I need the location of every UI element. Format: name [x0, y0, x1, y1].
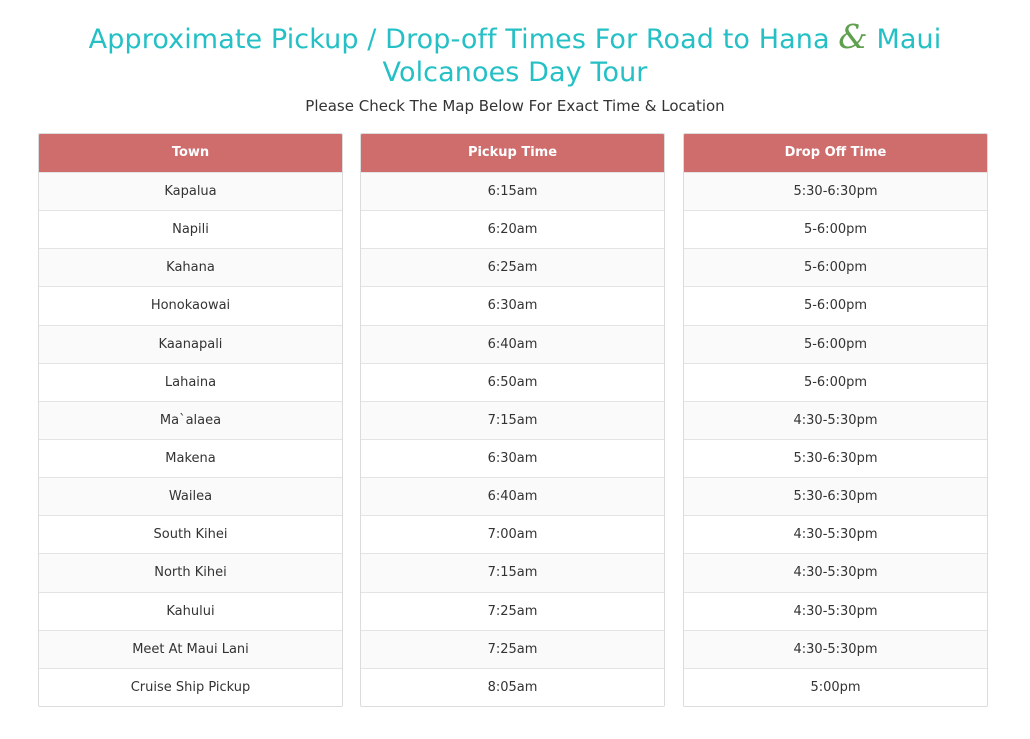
pickup-cell: 6:15am — [361, 172, 664, 210]
dropoff-cell: 5:00pm — [684, 668, 987, 706]
pickup-time-column-header: Pickup Time — [361, 134, 664, 172]
drop-off-time-cells — [684, 172, 987, 706]
dropoff-cell: 4:30-5:30pm — [684, 401, 987, 439]
town-cell: Kahana — [39, 248, 342, 286]
dropoff-cell: 4:30-5:30pm — [684, 515, 987, 553]
pickup-cell: 6:25am — [361, 248, 664, 286]
town-cell: Kahului — [39, 592, 342, 630]
pickup-cell: 6:20am — [361, 210, 664, 248]
town-cell: Wailea — [39, 477, 342, 515]
town-cell: North Kihei — [39, 553, 342, 591]
pickup-cell: 6:30am — [361, 286, 664, 324]
pickup-cell: 7:00am — [361, 515, 664, 553]
town-cell: Makena — [39, 439, 342, 477]
pickup-cell: 6:40am — [361, 325, 664, 363]
pickup-cell: 7:15am — [361, 401, 664, 439]
page-subtitle: Please Check The Map Below For Exact Time & Location — [305, 97, 725, 115]
pickup-cell: 7:25am — [361, 592, 664, 630]
pickup-cell: 6:30am — [361, 439, 664, 477]
town-cell: Ma`alaea — [39, 401, 342, 439]
dropoff-cell: 5-6:00pm — [684, 325, 987, 363]
town-column — [38, 133, 343, 707]
page-title-main: Approximate Pickup / Drop-off Times For Road to Hana — [88, 24, 830, 55]
town-column-header: Town — [39, 134, 342, 172]
town-cell: South Kihei — [39, 515, 342, 553]
town-cell: Meet At Maui Lani — [39, 630, 342, 668]
pickup-cell: 6:50am — [361, 363, 664, 401]
pickup-time-cells — [361, 172, 664, 706]
dropoff-cell: 5-6:00pm — [684, 363, 987, 401]
dropoff-cell: 4:30-5:30pm — [684, 630, 987, 668]
pickup-cell: 8:05am — [361, 668, 664, 706]
town-cell: Kapalua — [39, 172, 342, 210]
dropoff-cell: 5-6:00pm — [684, 286, 987, 324]
dropoff-cell: 4:30-5:30pm — [684, 592, 987, 630]
page-title-tour: Maui Volcanoes Day Tour — [382, 24, 942, 88]
pickup-cell: 7:15am — [361, 553, 664, 591]
drop-off-time-column — [683, 133, 988, 707]
town-cell: Napili — [39, 210, 342, 248]
drop-off-time-column-header: Drop Off Time — [684, 134, 987, 172]
pickup-cell: 7:25am — [361, 630, 664, 668]
town-cell: Cruise Ship Pickup — [39, 668, 342, 706]
town-cell: Honokaowai — [39, 286, 342, 324]
pickup-cell: 6:40am — [361, 477, 664, 515]
dropoff-cell: 5-6:00pm — [684, 248, 987, 286]
ampersand-glyph: & — [838, 17, 868, 56]
town-cell: Kaanapali — [39, 325, 342, 363]
dropoff-cell: 5-6:00pm — [684, 210, 987, 248]
town-cells — [39, 172, 342, 706]
pickup-time-column — [360, 133, 665, 707]
dropoff-cell: 5:30-6:30pm — [684, 172, 987, 210]
dropoff-cell: 5:30-6:30pm — [684, 439, 987, 477]
page-title — [30, 17, 1000, 89]
town-cell: Lahaina — [39, 363, 342, 401]
dropoff-cell: 5:30-6:30pm — [684, 477, 987, 515]
dropoff-cell: 4:30-5:30pm — [684, 553, 987, 591]
